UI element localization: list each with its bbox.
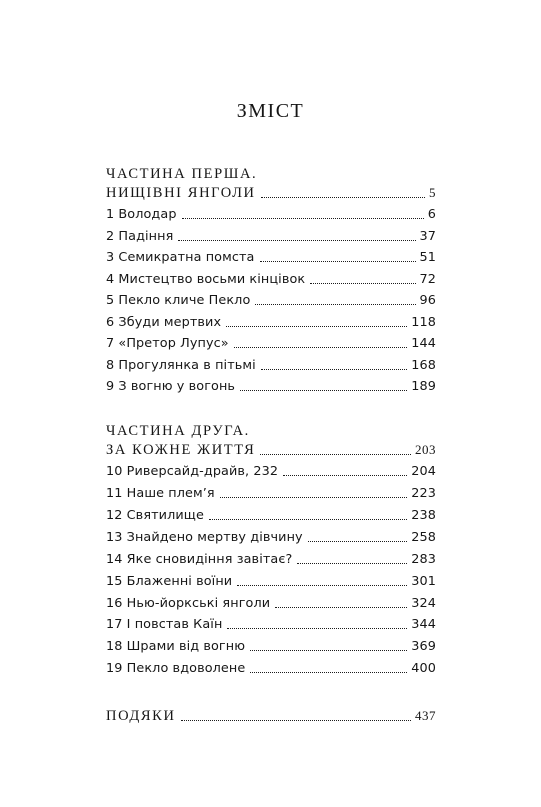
chapter-page-number: 72 [419,272,436,287]
toc-entry-chapter-8[interactable] [106,360,436,373]
dot-leader [182,217,424,219]
dot-leader [283,474,407,476]
toc-entry-chapter-3[interactable] [106,252,436,265]
chapter-page-number: 301 [411,574,436,589]
chapter-page-number: 96 [419,293,436,308]
toc-entry-chapter-12[interactable] [106,510,436,523]
chapter-page-number: 168 [411,358,436,373]
toc-entry-chapter-13[interactable] [106,532,436,545]
chapter-page-number: 369 [411,639,436,654]
chapter-page-number: 144 [411,336,436,351]
chapter-title: 12 Святилище [106,508,204,523]
chapter-title: 6 Збуди мертвих [106,315,222,330]
dot-leader [310,282,415,284]
chapter-page-number: 283 [411,552,436,567]
chapter-title: 11 Наше плем’я [106,486,215,501]
dot-leader [261,368,407,370]
dot-leader [209,518,407,520]
dot-leader [297,562,407,564]
chapter-title: 9 З вогню у вогонь [106,379,236,394]
chapter-title: 10 Риверсайд-драйв, 232 [106,464,279,479]
toc-entry-chapter-10[interactable] [106,466,436,479]
chapter-title: 17 І повстав Каїн [106,617,223,632]
part-one-heading-line2: НИЩІВНІ ЯНГОЛИ [106,185,256,201]
toc-entry-chapter-16[interactable] [106,598,436,611]
chapter-page-number: 324 [411,596,436,611]
dot-leader [237,584,407,586]
dot-leader [220,496,408,498]
dot-leader [260,260,416,262]
dot-leader [308,540,408,542]
toc-entry-chapter-14[interactable] [106,554,436,567]
acknowledgements-page-number: 437 [415,708,436,723]
page-title: ЗМІСТ [236,100,305,122]
chapter-title: 13 Знайдено мертву дівчину [106,530,303,545]
chapter-page-number: 37 [419,229,436,244]
chapter-page-number: 238 [411,508,436,523]
dot-leader [181,719,411,721]
chapter-title: 7 «Претор Лупус» [106,336,229,351]
chapter-title: 15 Блаженні воїни [106,574,233,589]
dot-leader [250,671,407,673]
toc-entry-chapter-18[interactable] [106,641,436,654]
dot-leader [260,453,411,455]
chapter-title: 19 Пекло вдоволене [106,661,246,676]
acknowledgements-title: ПОДЯКИ [106,708,176,724]
chapter-title: 2 Падіння [106,229,174,244]
chapter-page-number: 258 [411,530,436,545]
dot-leader [178,239,415,241]
dot-leader [275,606,407,608]
chapter-title: 8 Прогулянка в пітьмі [106,358,256,373]
chapter-page-number: 204 [411,464,436,479]
chapter-page-number: 189 [411,379,436,394]
part-one-heading-row[interactable] [106,186,436,201]
toc-entry-chapter-17[interactable] [106,619,436,632]
dot-leader [240,389,407,391]
toc-entry-chapter-11[interactable] [106,488,436,501]
toc-entry-chapter-4[interactable] [106,274,436,287]
chapter-page-number: 223 [411,486,436,501]
dot-leader [261,196,425,198]
dot-leader [255,303,415,305]
dot-leader [250,649,407,651]
chapter-title: 4 Мистецтво восьми кінцівок [106,272,306,287]
part-two-heading-row[interactable] [106,443,436,458]
chapter-title: 18 Шрами від вогню [106,639,246,654]
toc-entry-chapter-6[interactable] [106,317,436,330]
chapter-page-number: 118 [411,315,436,330]
chapter-title: 16 Нью-йоркські янголи [106,596,271,611]
chapter-page-number: 6 [427,207,436,222]
dot-leader [226,325,407,327]
chapter-page-number: 344 [411,617,436,632]
chapter-title: 1 Володар [106,207,177,222]
toc-entry-chapter-19[interactable] [106,663,436,676]
chapter-page-number: 400 [411,661,436,676]
toc-entry-chapter-15[interactable] [106,576,436,589]
dot-leader [234,346,408,348]
part-two-page-number: 203 [415,442,436,457]
toc-entry-chapter-1[interactable] [106,209,436,222]
chapter-title: 5 Пекло кличе Пекло [106,293,251,308]
chapter-page-number: 51 [419,250,436,265]
toc-entry-chapter-7[interactable] [106,338,436,351]
part-two-heading-line1: ЧАСТИНА ДРУГА. [106,423,250,439]
part-one-page-number: 5 [429,185,436,200]
toc-entry-chapter-9[interactable] [106,381,436,394]
chapter-title: 3 Семикратна помста [106,250,255,265]
toc-entry-chapter-5[interactable] [106,295,436,308]
part-two-heading-line2: ЗА КОЖНЕ ЖИТТЯ [106,442,256,458]
toc-entry-chapter-2[interactable] [106,231,436,244]
toc-entry-acknowledgements[interactable] [106,709,436,724]
part-one-heading-line1: ЧАСТИНА ПЕРША. [106,166,258,182]
dot-leader [227,627,407,629]
chapter-title: 14 Яке сновидіння завітає? [106,552,293,567]
